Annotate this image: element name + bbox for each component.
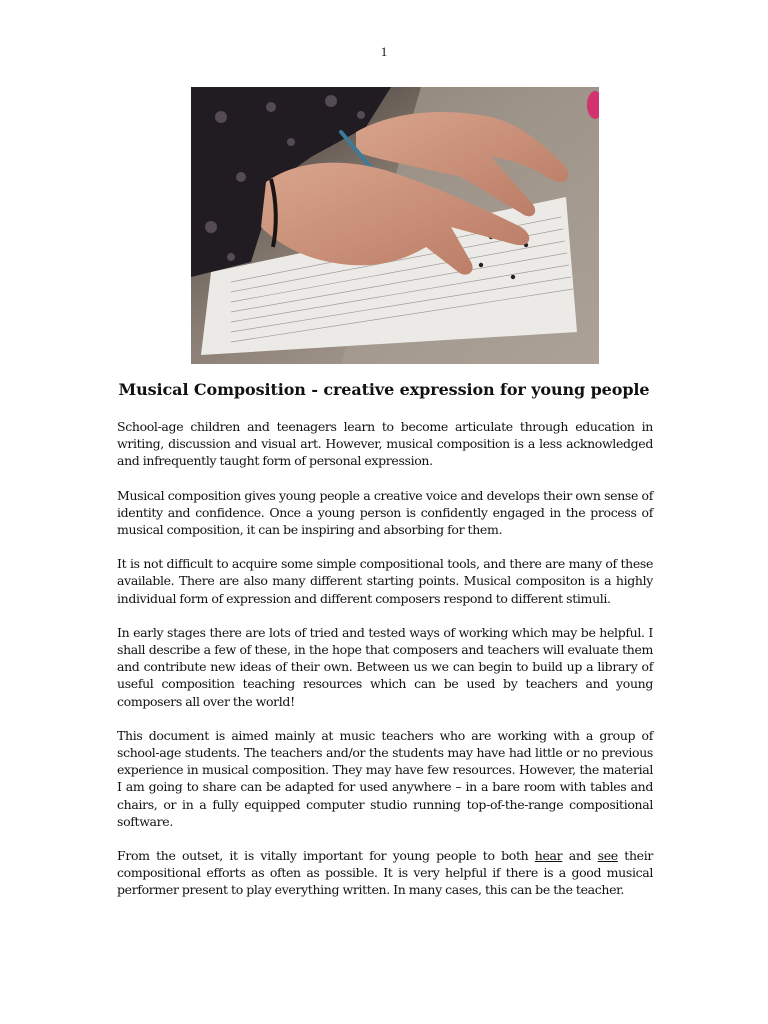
paragraph-audience: This document is aimed mainly at music teachers who are working with a group of school-age students. The teachers and/or the students may have had little or no previous experience in musical composition. They may have few resources. However, the material I am going to share can be adapted for used anywhere – in a bare room with tables and chairs, or in a fully equipped computer studio running top-of-the-range compositional software. (117, 727, 653, 829)
text-fragment: and (562, 848, 598, 864)
text-fragment: From the outset, it is vitally important for young people to both (117, 848, 535, 864)
paragraph-creative-voice: Musical composition gives young people a creative voice and develops their own sense of identity and confidence. Once a young person is confidently engaged in the process of musical composition, it can be inspiring and absorbing for them. (117, 487, 653, 538)
paragraph-compositional-tools: It is not difficult to acquire some simple compositional tools, and there are many of these available. There are also many different starting points. Musical compositon is a highly individual form of expression and different composers respond to different stimuli. (117, 556, 653, 606)
page-number: 1 (380, 44, 388, 59)
photo-hands-writing-music (191, 87, 599, 364)
paragraph-intro: School-age children and teenagers learn to become articulate through education in writing, discussion and visual art. However, musical composition is a less acknowledged and infrequently taught form of personal expression. (117, 419, 653, 469)
paragraph-hear-and-see (117, 847, 653, 899)
underlined-word-see: see (597, 848, 618, 864)
underlined-word-hear: hear (534, 848, 563, 864)
document-title: Musical Composition - creative expression for young people (118, 380, 650, 399)
paragraph-early-stages: In early stages there are lots of tried and tested ways of working which may be helpful. I shall describe a few of these, in the hope that composers and teachers will evaluate them and contribute new ideas of their own. Between us we can begin to build up a library of useful composition teaching resources which can be used by teachers and young composers all over the world! (117, 624, 653, 709)
body-text (117, 418, 653, 916)
text-fragment: their compositional efforts as often as possible. It is very helpful if there is a good musical performer present to play everything written. In many cases, this can be the teacher. (117, 848, 653, 898)
